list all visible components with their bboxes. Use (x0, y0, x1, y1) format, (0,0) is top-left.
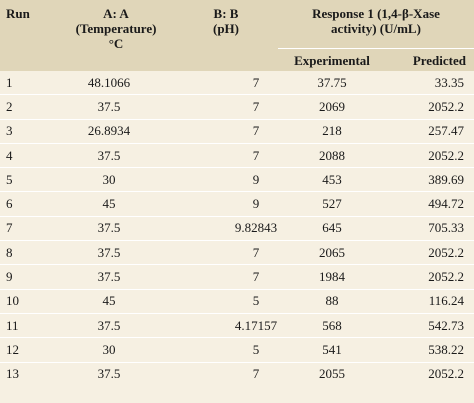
cell-run: 12 (0, 338, 58, 362)
cell-temperature: 37.5 (58, 95, 174, 119)
cell-ph: 7 (174, 143, 278, 167)
cell-run: 4 (0, 143, 58, 167)
cell-run: 11 (0, 313, 58, 337)
cell-ph: 5 (174, 289, 278, 313)
cell-ph: 5 (174, 338, 278, 362)
table-row (0, 362, 474, 386)
header-predicted (386, 48, 474, 71)
cell-experimental: 568 (278, 313, 386, 337)
table-row (0, 313, 474, 337)
header-run (0, 0, 58, 71)
cell-temperature: 30 (58, 338, 174, 362)
cell-temperature: 37.5 (58, 241, 174, 265)
cell-run: 13 (0, 362, 58, 386)
header-a-line1: A: A (103, 6, 129, 21)
cell-temperature: 37.5 (58, 362, 174, 386)
cell-experimental: 2065 (278, 241, 386, 265)
cell-run: 5 (0, 168, 58, 192)
cell-experimental: 2088 (278, 143, 386, 167)
header-response (278, 0, 474, 48)
table-row (0, 241, 474, 265)
cell-run: 2 (0, 95, 58, 119)
table-row (0, 119, 474, 143)
header-run-label: Run (6, 6, 30, 21)
cell-ph: 9 (174, 192, 278, 216)
cell-temperature: 37.5 (58, 216, 174, 240)
cell-predicted: 705.33 (386, 216, 474, 240)
cell-ph: 7 (174, 362, 278, 386)
table-header (0, 0, 474, 71)
cell-experimental: 1984 (278, 265, 386, 289)
header-experimental (278, 48, 386, 71)
cell-temperature: 30 (58, 168, 174, 192)
header-resp-line1: Response 1 (1,4-β-Xase (312, 6, 440, 21)
cell-experimental: 218 (278, 119, 386, 143)
table-row (0, 143, 474, 167)
cell-experimental: 645 (278, 216, 386, 240)
cell-run: 8 (0, 241, 58, 265)
cell-predicted: 257.47 (386, 119, 474, 143)
cell-run: 9 (0, 265, 58, 289)
table-row (0, 95, 474, 119)
table-row (0, 216, 474, 240)
cell-predicted: 2052.2 (386, 362, 474, 386)
cell-predicted: 2052.2 (386, 241, 474, 265)
table-row (0, 168, 474, 192)
cell-ph: 7 (174, 119, 278, 143)
cell-predicted: 494.72 (386, 192, 474, 216)
cell-predicted: 33.35 (434, 74, 464, 90)
cell-temperature: 26.8934 (58, 119, 174, 143)
cell-run: 1 (6, 74, 13, 90)
cell-temperature: 37.5 (58, 313, 174, 337)
header-temperature (58, 0, 174, 71)
cell-temperature: 48.1066 (87, 74, 131, 90)
header-resp-line2: activity) (U/mL) (331, 21, 421, 36)
cell-ph: 9.82843 (174, 216, 278, 240)
cell-experimental: 2069 (278, 95, 386, 119)
cell-predicted: 2052.2 (386, 95, 474, 119)
cell-temperature: 45 (58, 289, 174, 313)
cell-ph: 7 (174, 241, 278, 265)
header-predicted-label: Predicted (412, 53, 466, 69)
header-b-line2: (pH) (213, 21, 239, 36)
cell-ph: 7 (174, 95, 278, 119)
table-row (0, 265, 474, 289)
cell-temperature: 37.5 (58, 265, 174, 289)
cell-predicted: 2052.2 (386, 143, 474, 167)
table-body (0, 71, 474, 386)
table-row (0, 289, 474, 313)
cell-predicted: 2052.2 (386, 265, 474, 289)
cell-temperature: 37.5 (58, 143, 174, 167)
cell-predicted: 538.22 (386, 338, 474, 362)
cell-predicted: 389.69 (386, 168, 474, 192)
cell-run: 7 (0, 216, 58, 240)
cell-experimental: 37.75 (317, 74, 347, 90)
table-row (0, 338, 474, 362)
cell-ph: 7 (174, 265, 278, 289)
table-row (0, 192, 474, 216)
cell-predicted: 116.24 (386, 289, 474, 313)
cell-run: 6 (0, 192, 58, 216)
header-b-line1: B: B (213, 6, 239, 21)
cell-ph: 9 (174, 168, 278, 192)
cell-experimental: 2055 (278, 362, 386, 386)
cell-experimental: 527 (278, 192, 386, 216)
header-ph (174, 0, 278, 71)
cell-temperature: 45 (58, 192, 174, 216)
cell-run: 10 (0, 289, 58, 313)
cell-experimental: 88 (278, 289, 386, 313)
table-row (0, 71, 474, 95)
header-a-line2: (Temperature) (75, 21, 157, 36)
cell-experimental: 541 (278, 338, 386, 362)
cell-experimental: 453 (278, 168, 386, 192)
cell-ph: 4.17157 (174, 313, 278, 337)
header-experimental-label: Experimental (294, 53, 370, 69)
cell-ph: 7 (252, 74, 260, 90)
cell-predicted: 542.73 (386, 313, 474, 337)
header-a-line3: °C (108, 36, 124, 51)
cell-run: 3 (0, 119, 58, 143)
